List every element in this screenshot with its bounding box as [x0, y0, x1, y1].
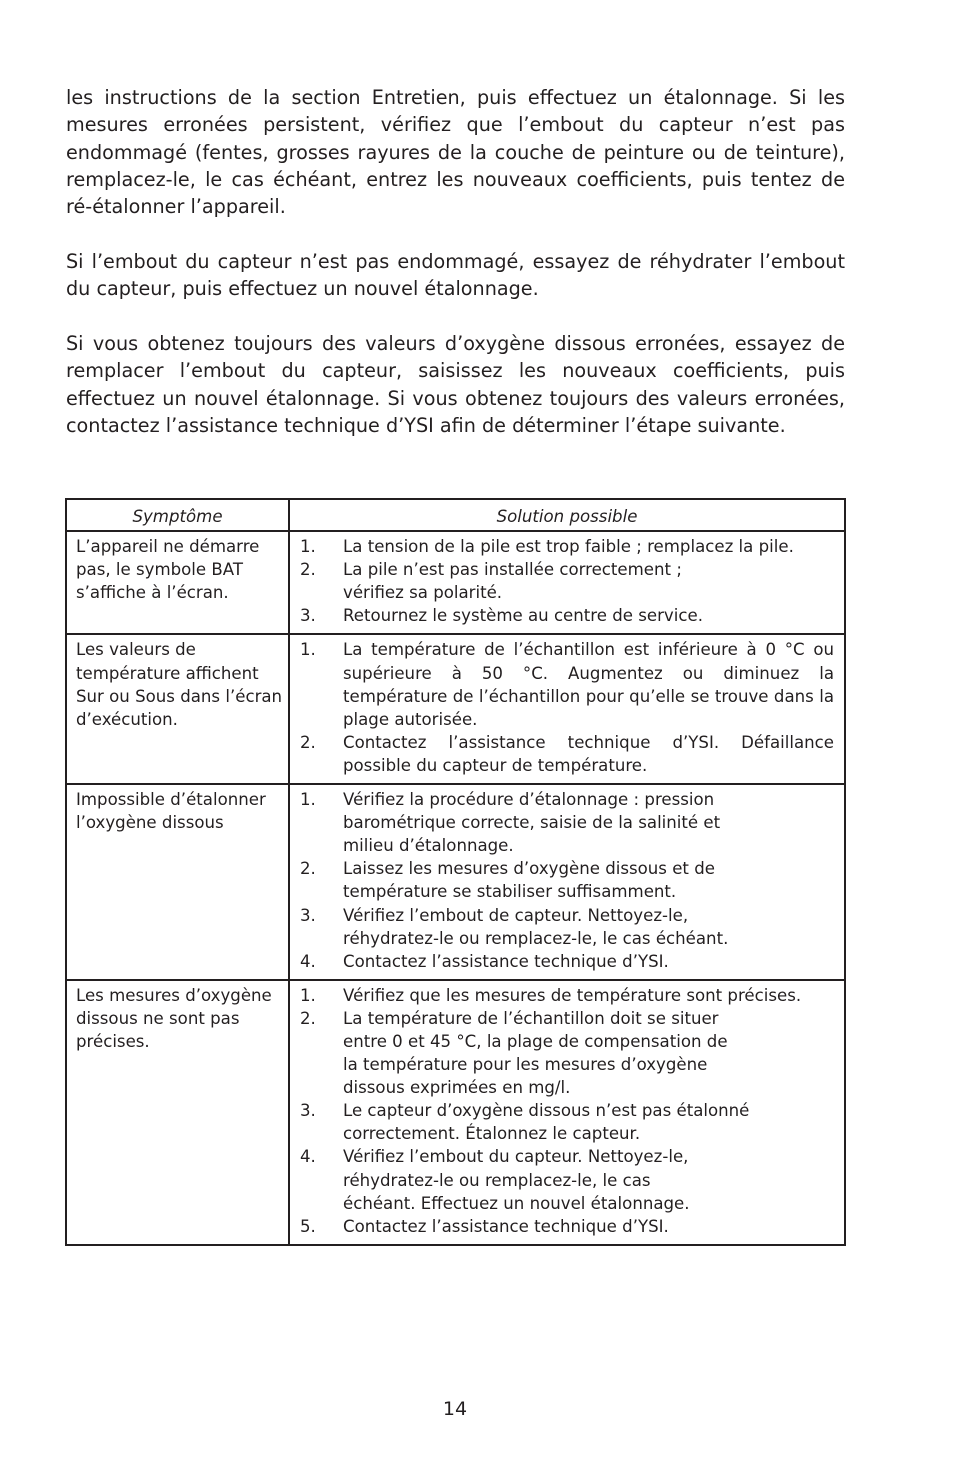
troubleshooting-table [65, 498, 846, 1246]
solution-item [300, 604, 834, 627]
solution-text: Retournez le système au centre de service. [343, 606, 703, 626]
solution-number: 5. [300, 1216, 316, 1236]
solution-item [300, 904, 834, 950]
solution-text: La température de l’échantillon est inférieure à 0 °C ou supérieure à 50 °C. Augmentez ou diminuez la température de l’échantillon pour qu’elle se trouve dans la plage autorisée. [343, 640, 834, 729]
solution-text: Vérifiez que les mesures de température sont précises. [343, 985, 802, 1005]
solution-number: 1. [300, 790, 316, 810]
solution-cell [289, 784, 845, 980]
solution-text: Vérifiez la procédure d’étalonnage : pression barométrique correcte, saisie de la salinité et milieu d’étalonnage. [343, 790, 721, 856]
symptom-cell: L’appareil ne démarre pas, le symbole BAT s’affiche à l’écran. [66, 531, 289, 634]
solution-item [300, 731, 834, 777]
solution-number: 2. [300, 560, 316, 580]
solution-text: Contactez l’assistance technique d’YSI. Défaillance possible du capteur de température. [343, 732, 834, 775]
table-row [66, 634, 845, 784]
solution-item [300, 950, 834, 973]
solution-cell [289, 634, 845, 784]
symptom-cell: Les mesures d’oxygène dissous ne sont pas précises. [66, 980, 289, 1245]
symptom-cell: Impossible d’étalonner l’oxygène dissous [66, 784, 289, 980]
solution-item [300, 788, 834, 857]
solution-text: Contactez l’assistance technique d’YSI. [343, 1216, 669, 1236]
solution-item [300, 984, 834, 1007]
solution-list [300, 984, 834, 1238]
body-paragraph-2: Si l’embout du capteur n’est pas endommagé, essayez de réhydrater l’embout du capteur, puis effectuez un nouvel étalonnage. [66, 250, 845, 301]
header-symptom: Symptôme [66, 499, 289, 531]
table-row [66, 784, 845, 980]
solution-list [300, 638, 834, 777]
solution-text: Contactez l’assistance technique d’YSI. [343, 951, 669, 971]
solution-item [300, 638, 834, 730]
solution-text: Vérifiez l’embout de capteur. Nettoyez-le, réhydratez-le ou remplacez-le, le cas échéant. [343, 905, 729, 948]
page-number: 14 [442, 1398, 468, 1420]
solution-number: 3. [300, 606, 316, 626]
solution-item [300, 1145, 834, 1214]
table-header-row [66, 499, 845, 531]
solution-item [300, 558, 834, 604]
solution-text: Vérifiez l’embout du capteur. Nettoyez-le, réhydratez-le ou remplacez-le, le cas échéant. Effectuez un nouvel étalonnage. [343, 1147, 690, 1213]
solution-item [300, 535, 834, 558]
solution-text: La tension de la pile est trop faible ; remplacez la pile. [343, 537, 794, 557]
solution-text: Laissez les mesures d’oxygène dissous et de température se stabiliser suffisamment. [343, 859, 715, 902]
solution-number: 1. [300, 537, 316, 557]
symptom-cell: Les valeurs de température affichent Sur ou Sous dans l’écran d’exécution. [66, 634, 289, 784]
solution-item [300, 1099, 834, 1145]
solution-list [300, 788, 834, 973]
solution-item [300, 1007, 834, 1099]
solution-number: 1. [300, 640, 316, 660]
solution-number: 3. [300, 905, 316, 925]
table-row [66, 980, 845, 1245]
solution-cell [289, 531, 845, 634]
solution-text: Le capteur d’oxygène dissous n’est pas étalonné correctement. Étalonnez le capteur. [343, 1101, 750, 1144]
body-paragraph-1: les instructions de la section Entretien, puis effectuez un étalonnage. Si les mesures erronées persistent, vérifiez que l’embout du capteur n’est pas endommagé (fentes, grosses rayures de la couche de peinture ou de teinture), remplacez-le, le cas échéant, entrez les nouveaux coefficients, puis tentez de ré-étalonner l’appareil. [66, 86, 845, 219]
solution-number: 2. [300, 859, 316, 879]
solution-cell [289, 980, 845, 1245]
table-row [66, 531, 845, 634]
solution-item [300, 857, 834, 903]
body-paragraph-3: Si vous obtenez toujours des valeurs d’oxygène dissous erronées, essayez de remplacer l’embout du capteur, saisissez les nouveaux coefficients, puis effectuez un nouvel étalonnage. Si vous obtenez toujours des valeurs erronées, contactez l’assistance technique d’YSI afin de déterminer l’étape suivante. [66, 332, 845, 437]
solution-text: La température de l’échantillon doit se situer entre 0 et 45 °C, la plage de compensation de la température pour les mesures d’oxygène dissous exprimées en mg/l. [343, 1008, 728, 1098]
solution-number: 2. [300, 732, 316, 752]
header-solution: Solution possible [289, 499, 845, 531]
solution-number: 4. [300, 1147, 316, 1167]
solution-item [300, 1215, 834, 1238]
solution-number: 3. [300, 1101, 316, 1121]
solution-number: 1. [300, 985, 316, 1005]
solution-number: 2. [300, 1008, 316, 1028]
solution-number: 4. [300, 951, 316, 971]
solution-text: La pile n’est pas installée correctement ; vérifiez sa polarité. [343, 560, 682, 603]
solution-list [300, 535, 834, 627]
